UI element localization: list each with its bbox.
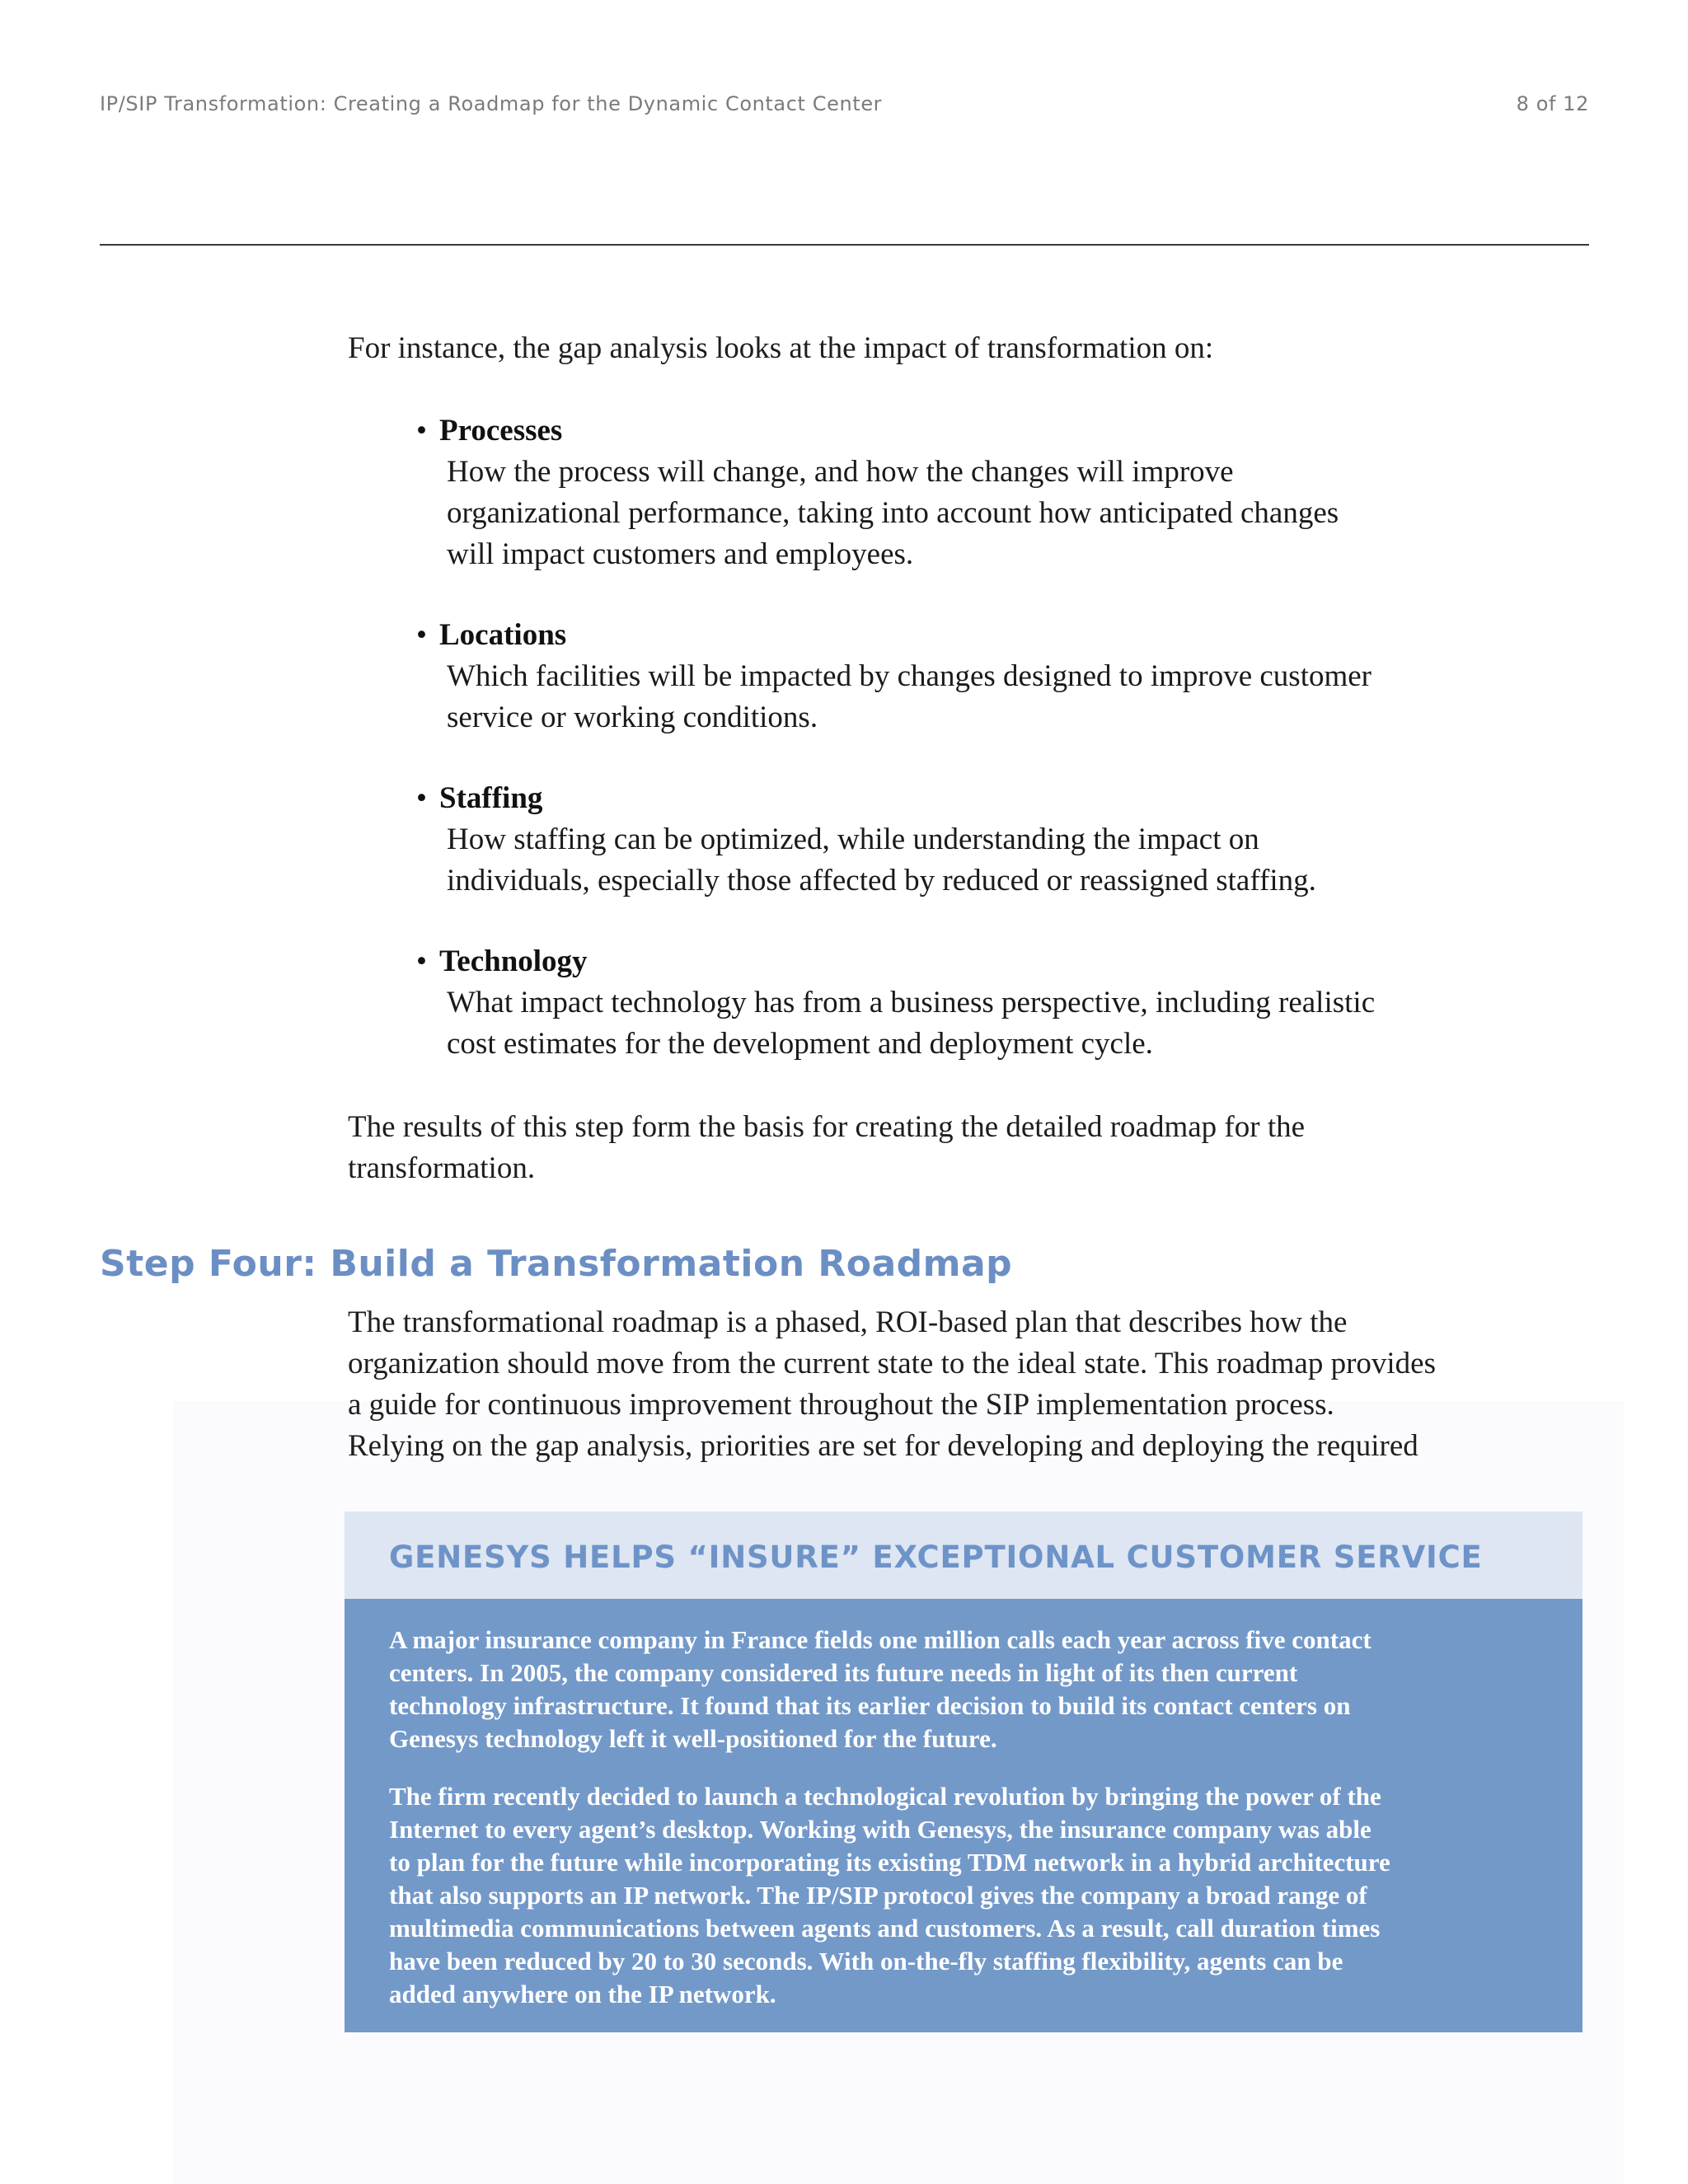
bullet-marker: •: [416, 781, 427, 815]
case-study-callout: [345, 1511, 1582, 2032]
callout-paragraph: A major insurance company in France fields one million calls each year across five contact centers. In 2005, the company considered its future needs in light of its then current technology infrastructure. It found that its earlier decision to build its contact centers on Genesys technology left it well-positioned for the future.: [389, 1625, 1372, 1753]
document-title: IP/SIP Transformation: Creating a Roadmap for the Dynamic Contact Center: [100, 92, 883, 115]
bullet-marker: •: [416, 414, 427, 448]
results-paragraph: The results of this step form the basis for creating the detailed roadmap for the transformation.: [348, 1110, 1306, 1185]
bullet-staffing: [416, 778, 1488, 902]
bullet-locations: [416, 615, 1488, 738]
bullet-technology: [416, 941, 1488, 1065]
callout-paragraph: The firm recently decided to launch a technological revolution by bringing the power of the Internet to every agent’s desktop. Working with Genesys, the insurance company was able to plan for the future while incorporating its existing TDM network in a hybrid architecture that also supports an IP network. The IP/SIP protocol gives the company a broad range of multimedia communications between agents and customers. As a result, call duration times have been reduced by 20 to 30 seconds. With on-the-fly staffing flexibility, agents can be added anywhere on the IP network.: [389, 1782, 1390, 2008]
bullet-marker: •: [416, 618, 427, 652]
bullet-title: Technology: [439, 944, 588, 978]
callout-title: GENESYS HELPS “INSURE” EXCEPTIONAL CUSTOMER SERVICE: [389, 1540, 1483, 1575]
impact-bullet-list: [416, 410, 1488, 1104]
header-divider: [100, 244, 1589, 246]
bullet-description: What impact technology has from a business perspective, including realistic cost estimates for the development and deployment cycle.: [447, 986, 1376, 1061]
bullet-description: How staffing can be optimized, while understanding the impact on individuals, especially those affected by reduced or reassigned staffing.: [447, 823, 1316, 898]
bullet-description: Which facilities will be impacted by changes designed to improve customer service or working conditions.: [447, 659, 1372, 734]
bullet-title: Staffing: [439, 781, 543, 815]
bullet-title: Processes: [439, 414, 563, 448]
bullet-processes: [416, 410, 1488, 575]
page-number: 8 of 12: [1516, 92, 1589, 115]
callout-body: [345, 1599, 1582, 2032]
section-heading-step-four: Step Four: Build a Transformation Roadmap: [100, 1243, 1013, 1285]
bullet-title: Locations: [439, 618, 567, 652]
running-header: [100, 92, 1589, 125]
bullet-description: How the process will change, and how the changes will improve organizational performance, taking into account how anticipated changes will impact customers and employees.: [447, 455, 1339, 571]
step-four-paragraph: The transformational roadmap is a phased, ROI-based plan that describes how the organization should move from the current state to the ideal state. This roadmap provides a guide for continuous improvement throughout the SIP implementation process. Relying on the gap analysis, priorities are set for developing and deploying the required: [348, 1305, 1437, 1463]
bullet-marker: •: [416, 944, 427, 978]
intro-paragraph: For instance, the gap analysis looks at the impact of transformation on:: [348, 331, 1214, 365]
callout-header: [345, 1511, 1582, 1599]
